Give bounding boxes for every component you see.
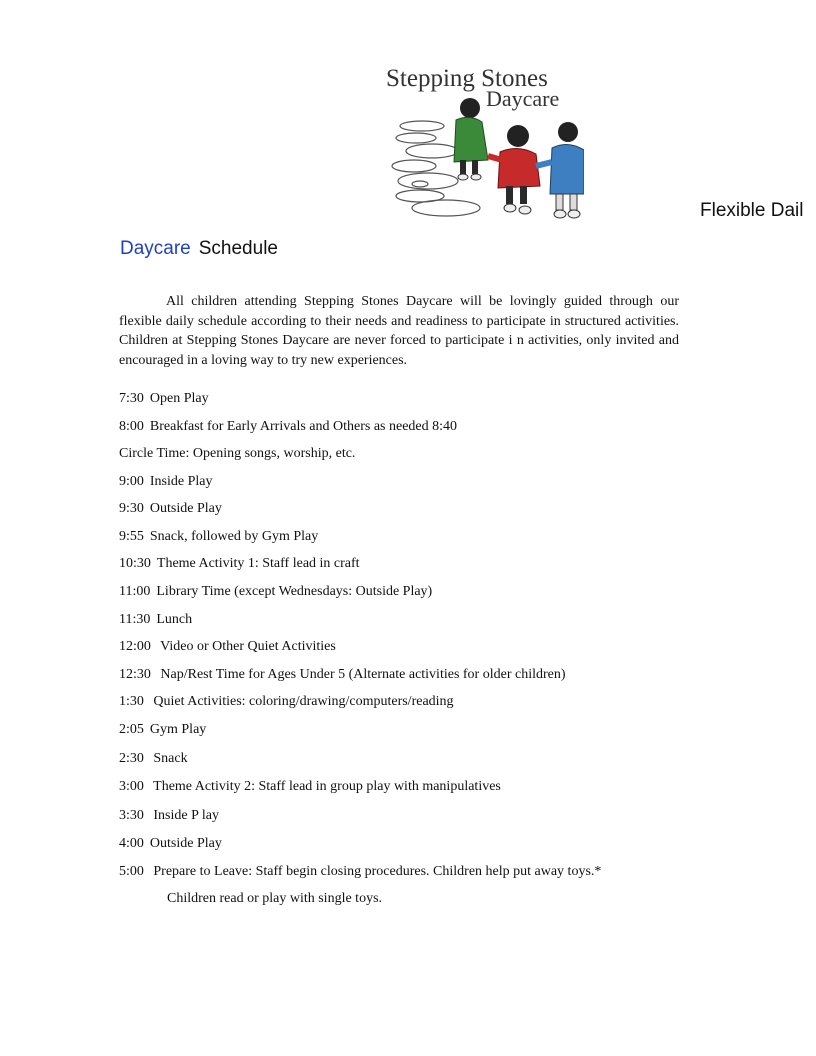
logo-text-line1: Stepping Stones [386,65,548,92]
schedule-time: 10:30 [119,556,151,571]
schedule-activity: Open Play [149,391,209,406]
schedule-item [119,638,336,656]
schedule-activity: Lunch [156,612,193,627]
schedule-time: 11:00 [119,584,151,599]
schedule-item [119,721,206,739]
schedule-item [119,418,457,436]
intro-paragraph [119,292,679,370]
schedule-item [119,445,355,463]
schedule-item [119,583,432,601]
daycare-logo [384,56,584,230]
schedule-time: 4:00 [119,836,144,851]
schedule-item [119,555,360,573]
schedule-time: 3:00 [119,779,144,794]
schedule-activity: Video or Other Quiet Activities [156,639,336,654]
schedule-time: 12:00 [119,639,151,654]
schedule-activity: Inside P lay [149,808,219,823]
schedule-activity: Snack, followed by Gym Play [149,529,319,544]
logo-text-line2: Daycare [486,86,560,111]
schedule-activity: Prepare to Leave: Staff begin closing procedures. Children help put away toys.* [149,864,602,879]
schedule-activity: Outside Play [149,501,222,516]
schedule-activity: Quiet Activities: coloring/drawing/computers/reading [149,694,454,709]
schedule-time: 2:05 [119,722,144,737]
schedule-activity: Children read or play with single toys. [167,891,383,906]
schedule-activity: Circle Time: Opening songs, worship, etc. [119,446,356,461]
schedule-activity: Inside Play [149,474,213,489]
schedule-item [119,528,318,546]
schedule-activity: Nap/Rest Time for Ages Under 5 (Alternate activities for older children) [156,667,566,682]
schedule-item [119,390,209,408]
schedule-activity: Theme Activity 1: Staff lead in craft [156,556,360,571]
schedule-item [119,611,192,629]
schedule-time: 1:30 [119,694,144,709]
schedule-activity: Breakfast for Early Arrivals and Others as needed 8:40 [149,419,458,434]
schedule-item [119,863,601,881]
title-daycare: Daycare [120,238,191,259]
schedule-time: 11:30 [119,612,151,627]
schedule-time: 9:55 [119,529,144,544]
schedule-item [119,473,213,491]
intro-text: All children attending Stepping Stones Daycare will be lovingly guided through our flexible daily schedule according to their needs and readiness to participate in structured activities. Children at Stepping Stones Daycare are never forced to participate i n activities, only invited and encouraged in a loving way to try new experiences. [119,294,679,368]
schedule-activity: Library Time (except Wednesdays: Outside Play) [156,584,433,599]
schedule-activity: Outside Play [149,836,222,851]
schedule-item [119,778,501,796]
schedule-time: 9:30 [119,501,144,516]
schedule-item [119,666,566,684]
schedule-activity: Snack [149,751,188,766]
page-title [120,238,278,260]
schedule-item [119,807,219,825]
schedule-time: 7:30 [119,391,144,406]
schedule-time: 12:30 [119,667,151,682]
schedule-time: 9:00 [119,474,144,489]
schedule-item [119,693,454,711]
schedule-activity: Theme Activity 2: Staff lead in group play with manipulatives [149,779,501,794]
schedule-item [119,500,222,518]
title-schedule: Schedule [198,238,278,259]
schedule-time: 2:30 [119,751,144,766]
schedule-item-continuation [167,890,382,908]
schedule-time: 8:00 [119,419,144,434]
schedule-activity: Gym Play [149,722,207,737]
schedule-item [119,750,188,768]
schedule-item [119,835,222,853]
schedule-time: 5:00 [119,864,144,879]
children-illustration [384,56,584,230]
schedule-time: 3:30 [119,808,144,823]
heading-right: Flexible Dail [700,200,804,221]
